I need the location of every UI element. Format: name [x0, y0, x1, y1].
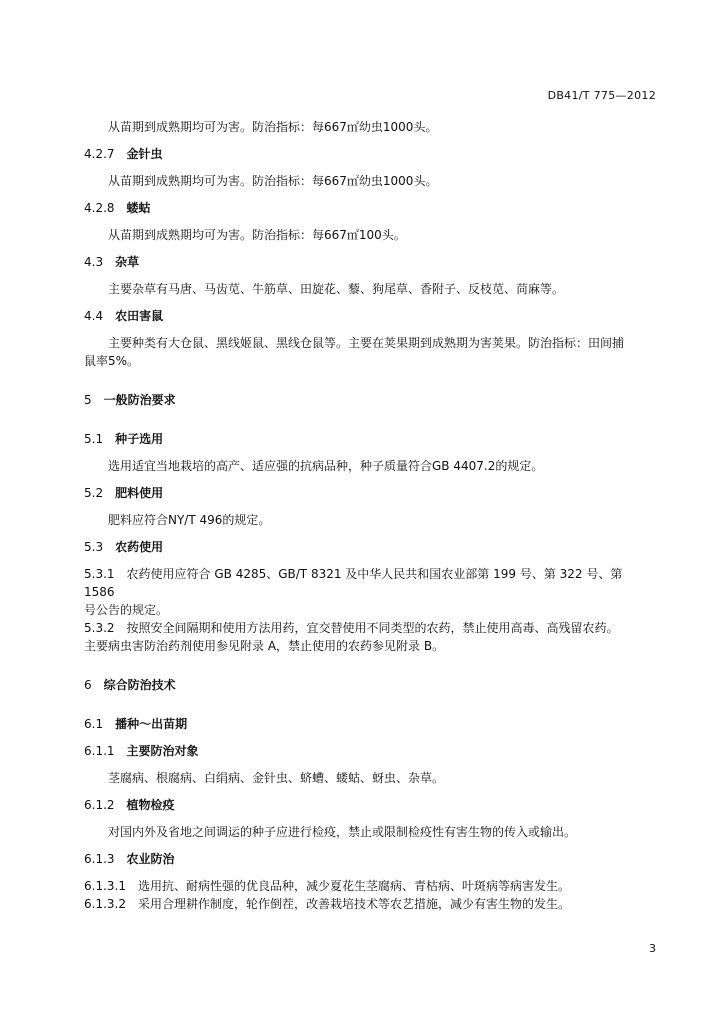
section-heading-6-1-3: 6.1.3 农业防治 [84, 852, 175, 866]
paragraph: 主要种类有大仓鼠、黑线姬鼠、黑线仓鼠等。主要在荚果期到成熟期为害荚果。防治指标：田间捕 [108, 336, 625, 350]
section-heading-5-3: 5.3 农药使用 [84, 540, 164, 554]
paragraph: 对国内外及省地之间调运的种子应进行检疫，禁止或限制检疫性有害生物的传入或输出。 [108, 825, 577, 839]
paragraph: 肥料应符合NY/T 496的规定。 [108, 513, 271, 527]
section-heading-6-1-1: 6.1.1 主要防治对象 [84, 744, 199, 758]
paragraph-continuation: 鼠率5%。 [84, 354, 140, 368]
section-heading-4-3: 4.3 杂草 [84, 255, 140, 269]
section-heading-5: 5 一般防治要求 [84, 393, 176, 407]
paragraph: 选用适宜当地栽培的高产、适应强的抗病品种，种子质量符合GB 4407.2的规定。 [108, 459, 544, 473]
section-heading-6-1-2: 6.1.2 植物检疫 [84, 798, 175, 812]
clause-6-1-3-1: 6.1.3.1 选用抗、耐病性强的优良品种，减少夏花生茎腐病、青枯病、叶斑病等病害发生。 [84, 879, 570, 893]
section-heading-4-2-8: 4.2.8 蝼蛄 [84, 201, 151, 215]
paragraph: 主要杂草有马唐、马齿苋、牛筋草、田旋花、藜、狗尾草、香附子、反枝苋、苘麻等。 [108, 282, 565, 296]
clause-5-3-1: 5.3.1 农药使用应符合 GB 4285、GB/T 8321 及中华人民共和国农业部第 199 号、第 322 号、第 1586 [84, 567, 623, 599]
paragraph: 茎腐病、根腐病、白绢病、金针虫、蛴螬、蝼蛄、蚜虫、杂草。 [108, 771, 445, 785]
clause-continuation: 号公告的规定。 [84, 603, 169, 617]
clause-5-3-2: 5.3.2 按照安全间隔期和使用方法用药，宜交替使用不同类型的农药，禁止使用高毒、高残留农药。 [84, 621, 619, 635]
section-heading-6-1: 6.1 播种～出苗期 [84, 717, 188, 731]
page-number: 3 [649, 942, 656, 955]
section-heading-5-2: 5.2 肥料使用 [84, 486, 164, 500]
clause-continuation: 主要病虫害防治药剂使用参见附录 A，禁止使用的农药参见附录 B。 [84, 639, 445, 653]
section-heading-6: 6 综合防治技术 [84, 678, 176, 692]
section-heading-4-2-7: 4.2.7 金针虫 [84, 147, 163, 161]
section-heading-5-1: 5.1 种子选用 [84, 432, 164, 446]
section-heading-4-4: 4.4 农田害鼠 [84, 309, 164, 323]
clause-6-1-3-2: 6.1.3.2 采用合理耕作制度，轮作倒茬，改善栽培技术等农艺措施，减少有害生物的发生。 [84, 897, 570, 911]
paragraph: 从苗期到成熟期均可为害。防治指标：每667㎡100头。 [108, 228, 406, 242]
paragraph: 从苗期到成熟期均可为害。防治指标：每667㎡幼虫1000头。 [108, 120, 438, 134]
document-body [84, 118, 656, 913]
paragraph: 从苗期到成熟期均可为害。防治指标：每667㎡幼虫1000头。 [108, 174, 438, 188]
document-code: DB41/T 775—2012 [547, 89, 656, 102]
